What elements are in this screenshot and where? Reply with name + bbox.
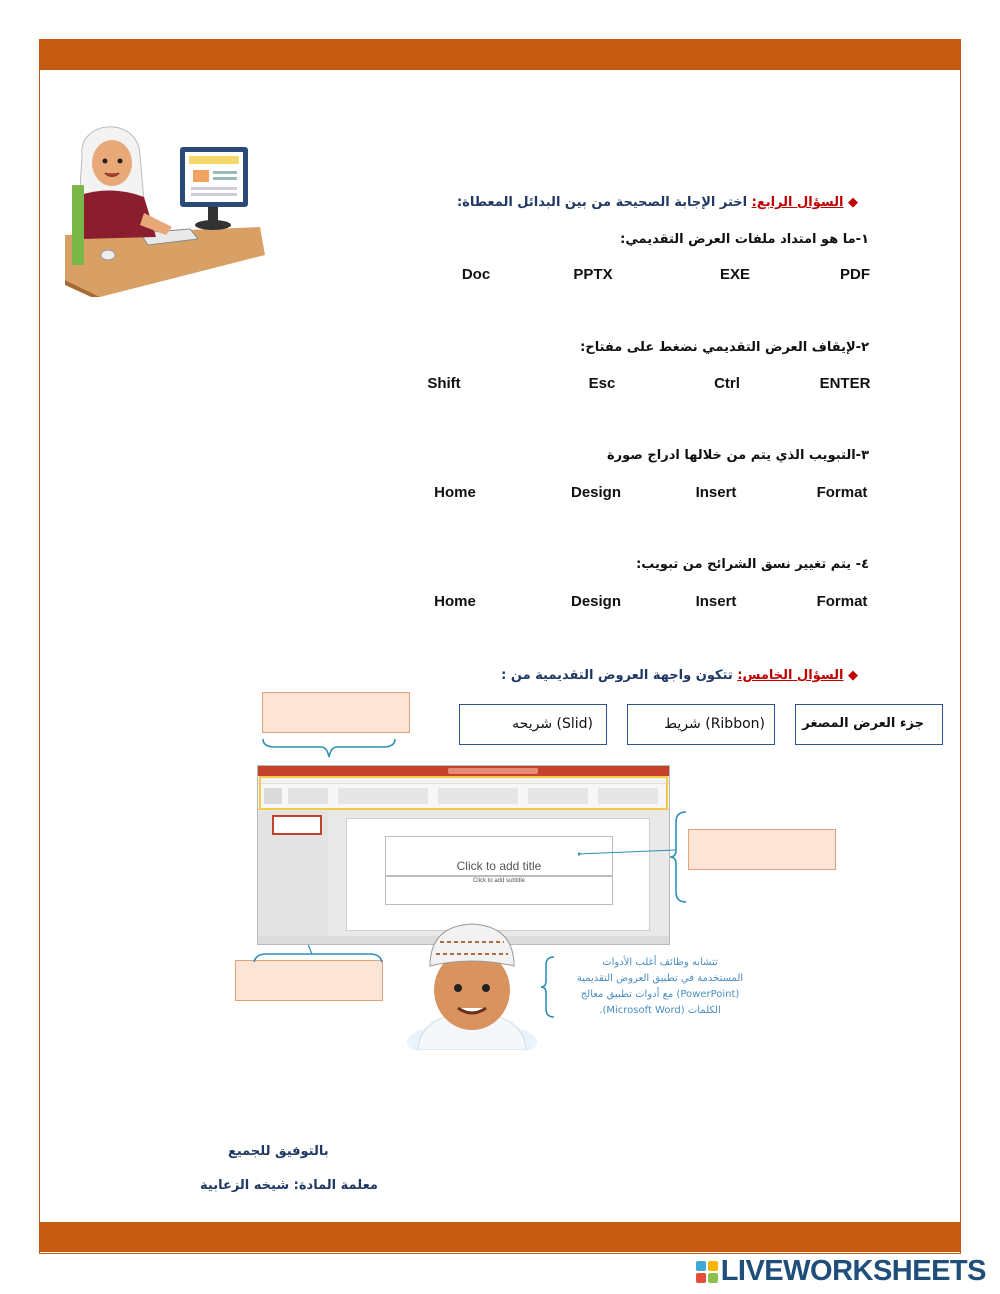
thumbnail-pane xyxy=(258,811,328,936)
textbook-note: تتشابه وظائف أغلب الأدوات المستخدمة في تطبيق العروض التقديمية (PowerPoint) مع أدوات تطبيق معالج الكلمات (Microsoft Word). xyxy=(576,957,744,1016)
answer-box-slide[interactable] xyxy=(688,829,836,870)
option-4-4-d[interactable]: Home xyxy=(434,593,476,610)
boy-illustration xyxy=(400,920,550,1050)
option-4-1-c[interactable]: PPTX xyxy=(573,266,613,283)
option-4-2-c[interactable]: Esc xyxy=(588,375,616,392)
option-4-3-d[interactable]: Home xyxy=(434,484,476,501)
option-4-1-b[interactable]: EXE xyxy=(719,266,750,283)
question-4-instruction: اختر الإجابة الصحيحة من بين البدائل المعطاة: xyxy=(456,195,748,210)
choice-slide[interactable]: (Slid) شريحه xyxy=(459,704,607,745)
option-4-3-a[interactable]: Format xyxy=(816,484,868,501)
ribbon-bracket xyxy=(255,735,405,765)
choice-thumbnail-pane[interactable]: جزء العرض المصغر xyxy=(795,704,943,745)
subtitle-placeholder: Click to add subtitle xyxy=(385,876,613,905)
choice-ribbon[interactable]: (Ribbon) شريط xyxy=(627,704,775,745)
question-5-heading xyxy=(501,668,858,683)
question-4-3-text: ٣-التبويب الذي يتم من خلالها ادراج صورة xyxy=(606,448,869,463)
option-4-4-a[interactable]: Format xyxy=(816,593,868,610)
title-bar xyxy=(258,766,669,776)
option-4-4-b[interactable]: Insert xyxy=(695,593,737,610)
question-4-heading xyxy=(457,195,858,210)
note-bracket xyxy=(540,955,556,1019)
option-4-2-a[interactable]: ENTER xyxy=(819,375,871,392)
option-4-2-b[interactable]: Ctrl xyxy=(714,375,740,392)
diamond-icon: ◆ xyxy=(848,195,858,210)
question-5-label: السؤال الخامس: xyxy=(737,668,844,683)
ribbon-highlight xyxy=(259,776,668,810)
option-4-2-d[interactable]: Shift xyxy=(427,375,461,392)
good-luck-text: بالتوفيق للجميع xyxy=(228,1144,329,1159)
title-placeholder: Click to add title xyxy=(385,836,613,876)
question-4-label: السؤال الرابع: xyxy=(751,195,844,210)
footer-bar xyxy=(40,1222,960,1252)
slide-thumbnail xyxy=(272,815,322,835)
option-4-3-c[interactable]: Design xyxy=(570,484,621,501)
question-4-1-text: ١-ما هو امتداد ملفات العرض التقديمي: xyxy=(620,232,869,247)
question-5-instruction: تتكون واجهة العروض التقديمية من : xyxy=(501,668,733,683)
answer-box-ribbon[interactable] xyxy=(262,692,410,733)
option-4-1-d[interactable]: Doc xyxy=(461,266,491,283)
teacher-name: معلمة المادة: شيخه الزعابية xyxy=(200,1178,378,1193)
search-bar xyxy=(448,768,538,774)
slide-canvas xyxy=(346,818,650,931)
option-4-4-c[interactable]: Design xyxy=(570,593,621,610)
question-4-4-text: ٤- يتم تغيير نسق الشرائح من تبويب: xyxy=(636,557,869,572)
liveworksheets-logo: LIVEWORKSHEETS xyxy=(696,1255,986,1288)
question-4-2-text: ٢-لإيقاف العرض التقديمي نضغط على مفتاح: xyxy=(580,340,869,355)
logo-grid-icon xyxy=(696,1261,718,1283)
diamond-icon: ◆ xyxy=(848,668,858,683)
option-4-1-a[interactable]: PDF xyxy=(840,266,870,283)
slide-pointer-line xyxy=(578,848,678,860)
header-bar xyxy=(40,40,960,70)
answer-box-thumbnails[interactable] xyxy=(235,960,383,1001)
girl-computer-illustration xyxy=(60,115,270,297)
option-4-3-b[interactable]: Insert xyxy=(695,484,737,501)
